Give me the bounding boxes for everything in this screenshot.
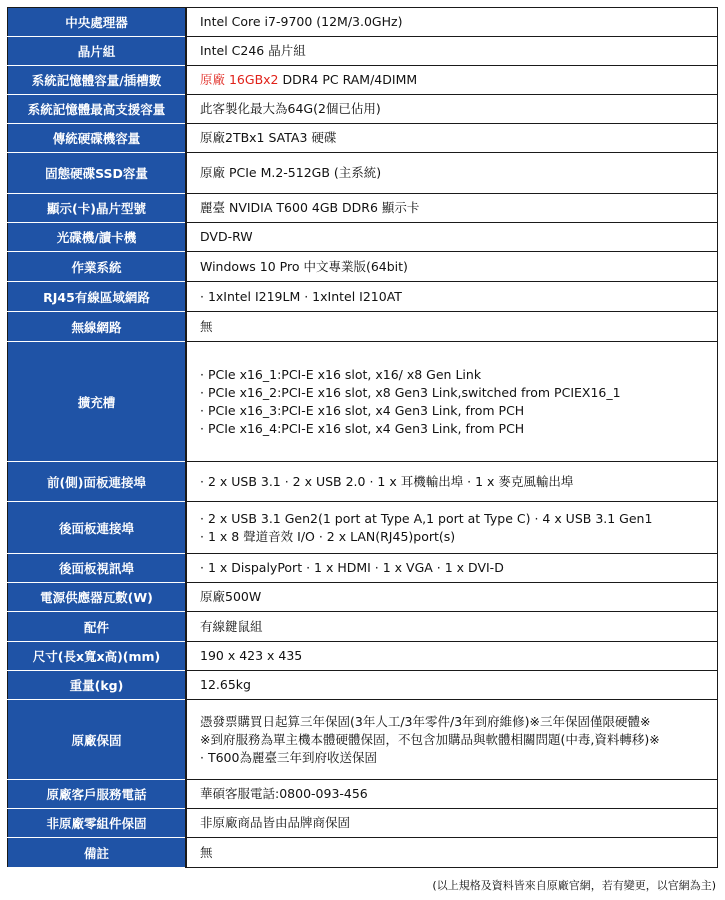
- row-value: 非原廠商品皆由品牌商保固: [186, 809, 718, 838]
- table-row: [8, 37, 718, 66]
- warranty-line: 憑發票購買日起算三年保固(3年人工/3年零件/3年到府維修)※三年保固僅限硬體※: [200, 713, 651, 729]
- table-row: [8, 342, 718, 462]
- row-label: 原廠保固: [8, 700, 187, 780]
- row-label: 擴充槽: [8, 342, 187, 462]
- table-row: [8, 700, 718, 780]
- table-row: [8, 671, 718, 700]
- table-row: [8, 838, 718, 868]
- table-row: [8, 252, 718, 282]
- row-label: 中央處理器: [8, 8, 187, 37]
- slot-line: · PCIe x16_1:PCI-E x16 slot, x16/ x8 Gen Link: [200, 366, 482, 382]
- row-label: 晶片組: [8, 37, 187, 66]
- row-value: [186, 342, 718, 462]
- row-value: DVD-RW: [186, 223, 718, 252]
- row-label: 顯示(卡)晶片型號: [8, 194, 187, 223]
- table-row: [8, 282, 718, 312]
- table-row: [8, 502, 718, 554]
- slot-line: · PCIe x16_4:PCI-E x16 slot, x4 Gen3 Link, from PCH: [200, 420, 525, 436]
- spec-table: [7, 7, 718, 868]
- row-value: [186, 700, 718, 780]
- table-row: [8, 194, 718, 223]
- table-row: [8, 554, 718, 583]
- row-value: · 1xIntel I219LM · 1xIntel I210AT: [186, 282, 718, 312]
- table-row: [8, 809, 718, 838]
- row-label: 後面板視訊埠: [8, 554, 187, 583]
- row-label: RJ45有線區域網路: [8, 282, 187, 312]
- table-row: [8, 223, 718, 252]
- table-row: [8, 642, 718, 671]
- table-row: [8, 95, 718, 124]
- row-label: 光碟機/讀卡機: [8, 223, 187, 252]
- table-row: [8, 612, 718, 642]
- row-value: · 1 x DispalyPort · 1 x HDMI · 1 x VGA · 1 x DVI-D: [186, 554, 718, 583]
- slot-line: · PCIe x16_2:PCI-E x16 slot, x8 Gen3 Link,switched from PCIEX16_1: [200, 384, 621, 400]
- table-row: [8, 312, 718, 342]
- footnote: (以上規格及資料皆來自原廠官網，若有變更，以官網為主): [432, 879, 716, 892]
- row-label: 後面板連接埠: [8, 502, 187, 554]
- port-line: · 2 x USB 3.1 Gen2(1 port at Type A,1 port at Type C) · 4 x USB 3.1 Gen1: [200, 510, 653, 526]
- row-value: 原廠 PCIe M.2-512GB (主系統): [186, 153, 718, 194]
- highlight-value: 原廠 16GBx2: [200, 72, 279, 87]
- row-label: 非原廠零組件保固: [8, 809, 187, 838]
- table-row: [8, 8, 718, 37]
- row-label: 配件: [8, 612, 187, 642]
- row-value: 此客製化最大為64G(2個已佔用): [186, 95, 718, 124]
- row-value: [186, 502, 718, 554]
- warranty-line: · T600為麗臺三年到府收送保固: [200, 749, 377, 765]
- row-value: 原廠500W: [186, 583, 718, 612]
- row-value: 麗臺 NVIDIA T600 4GB DDR6 顯示卡: [186, 194, 718, 223]
- table-row: [8, 462, 718, 502]
- row-label: 重量(kg): [8, 671, 187, 700]
- slot-line: · PCIe x16_3:PCI-E x16 slot, x4 Gen3 Link, from PCH: [200, 402, 525, 418]
- row-label: 作業系統: [8, 252, 187, 282]
- row-label: 原廠客戶服務電話: [8, 780, 187, 809]
- row-value: 有線鍵鼠組: [186, 612, 718, 642]
- row-label: 系統記憶體最高支援容量: [8, 95, 187, 124]
- table-row: [8, 583, 718, 612]
- row-value: 12.65kg: [186, 671, 718, 700]
- row-label: 前(側)面板連接埠: [8, 462, 187, 502]
- table-row: [8, 66, 718, 95]
- warranty-line: ※到府服務為單主機本體硬體保固，不包含加購品與軟體相關問題(中毒,資料轉移)※: [200, 731, 660, 747]
- row-value: Windows 10 Pro 中文專業版(64bit): [186, 252, 718, 282]
- row-value: 華碩客服電話:0800-093-456: [186, 780, 718, 809]
- row-label: 無線網路: [8, 312, 187, 342]
- row-value: 原廠2TBx1 SATA3 硬碟: [186, 124, 718, 153]
- row-value: Intel C246 晶片組: [186, 37, 718, 66]
- row-label: 備註: [8, 838, 187, 868]
- table-row: [8, 780, 718, 809]
- row-value: 190 x 423 x 435: [186, 642, 718, 671]
- table-row: [8, 153, 718, 194]
- port-line: · 1 x 8 聲道音效 I/O · 2 x LAN(RJ45)port(s): [200, 528, 456, 544]
- row-value: · 2 x USB 3.1 · 2 x USB 2.0 · 1 x 耳機輸出埠 · 1 x 麥克風輸出埠: [186, 462, 718, 502]
- row-value: 原廠 16GBx2 DDR4 PC RAM/4DIMM: [186, 66, 718, 95]
- row-label: 固態硬碟SSD容量: [8, 153, 187, 194]
- row-value: 無: [186, 312, 718, 342]
- row-label: 傳統硬碟機容量: [8, 124, 187, 153]
- row-value: 無: [186, 838, 718, 868]
- table-row: [8, 124, 718, 153]
- row-label: 尺寸(長x寬x高)(mm): [8, 642, 187, 671]
- row-label: 電源供應器瓦數(W): [8, 583, 187, 612]
- row-value: Intel Core i7-9700 (12M/3.0GHz): [186, 8, 718, 37]
- row-label: 系統記憶體容量/插槽數: [8, 66, 187, 95]
